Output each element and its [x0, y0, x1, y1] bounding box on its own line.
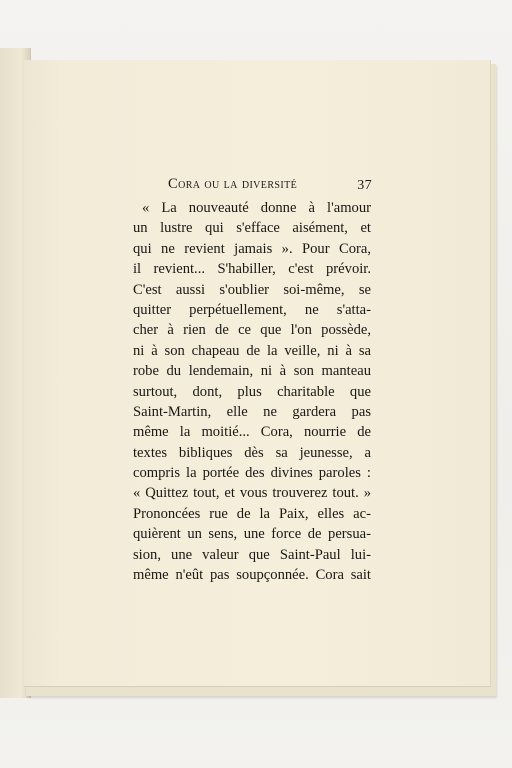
text-line: textes bibliques dès sa jeunesse, a	[133, 444, 371, 461]
text-line: compris la portée des divines paroles :	[133, 465, 371, 482]
text-line: même n'eût pas soupçonnée. Cora sait	[133, 567, 371, 584]
text-line: cher à rien de ce que l'on possède,	[133, 322, 371, 339]
text-line: C'est aussi s'oublier soi-même, se	[133, 281, 371, 298]
text-line: sion, une valeur que Saint-Paul lui-	[133, 546, 371, 563]
running-title: Cora ou la diversité	[168, 176, 298, 192]
page-number: 37	[357, 178, 372, 193]
text-line: Prononcées rue de la Paix, elles ac-	[133, 505, 371, 522]
text-line: surtout, dont, plus charitable que	[133, 383, 371, 400]
text-line: quièrent un sens, une force de persua-	[133, 526, 371, 543]
text-line: « Quittez tout, et vous trouverez tout. »	[133, 485, 371, 502]
text-line: même la moitié... Cora, nourrie de	[133, 424, 371, 441]
text-line: robe du lendemain, ni à son manteau	[133, 363, 371, 380]
text-line: Saint-Martin, elle ne gardera pas	[133, 403, 371, 420]
text-line: ni à son chapeau de la veille, ni à sa	[133, 342, 371, 359]
text-line: un lustre qui s'efface aisément, et	[133, 220, 371, 237]
page-header	[168, 176, 372, 196]
body-text	[133, 198, 371, 585]
text-line: quitter perpétuellement, ne s'atta-	[133, 301, 371, 318]
text-line: « La nouveauté donne à l'amour	[142, 200, 371, 216]
text-line: qui ne revient jamais ». Pour Cora,	[133, 240, 371, 257]
text-line: il revient... S'habiller, c'est prévoir.	[133, 261, 371, 278]
